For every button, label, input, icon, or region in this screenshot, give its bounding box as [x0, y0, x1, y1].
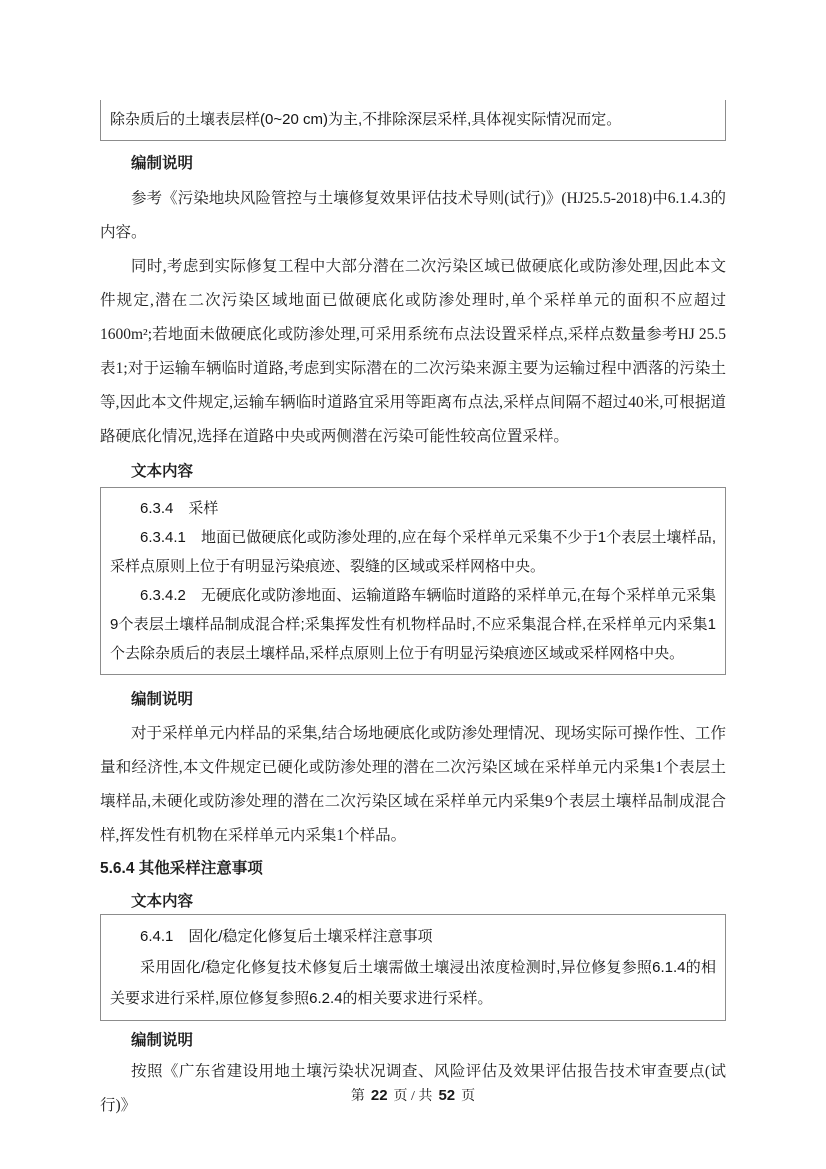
box-641-heading: 6.4.1 固化/稳定化修复后土壤采样注意事项 — [140, 928, 433, 945]
footer-total-pages: 52 — [438, 1087, 456, 1104]
box-634-heading: 6.3.4 采样 — [140, 500, 219, 517]
heading-compile-note-3: 编制说明 — [131, 1032, 194, 1049]
page-footer — [0, 1085, 826, 1105]
heading-compile-note-1: 编制说明 — [131, 155, 194, 172]
footer-label-ye: 页 — [461, 1089, 476, 1104]
continued-text: 除杂质后的土壤表层样(0~20 cm)为主,不排除深层采样,具体视实际情况而定。 — [110, 111, 622, 128]
paragraph-same-time: 同时,考虑到实际修复工程中大部分潜在二次污染区域已做硬底化或防渗处理,因此本文件规定,潜在二次污染区域地面已做硬底化或防渗处理时,单个采样单元的面积不应超过1600m²;若地面未做硬底化或防渗处理,可采用系统布点法设置采样点,采样点数量参考HJ 25.5表1;对于运输车辆临时道路,考虑到实际潜在的二次污染来源主要为运输过程中洒落的污染土等,因此本文件规定,运输车辆临时道路宜采用等距离布点法,采样点间隔不超过40米,可根据道路硬底化情况,选择在道路中央或两侧潜在污染可能性较高位置采样。 — [100, 258, 726, 445]
heading-text-content-1: 文本内容 — [131, 463, 194, 480]
paragraph-reference: 参考《污染地块风险管控与土壤修复效果评估技术导则(试行)》(HJ25.5-2018)中6.1.4.3的内容。 — [100, 190, 726, 241]
text-content-box-634 — [100, 487, 726, 675]
box-634-paragraph-2: 6.3.4.2 无硬底化或防渗地面、运输道路车辆临时道路的采样单元,在每个采样单元采集9个表层土壤样品制成混合样;采集挥发性有机物样品时,不应采集混合样,在采样单元内采集1个去除杂质后的表层土壤样品,采样点原则上位于有明显污染痕迹区域或采样网格中央。 — [110, 587, 716, 662]
page-content — [100, 0, 726, 1123]
heading-compile-note-2: 编制说明 — [131, 691, 194, 708]
footer-label-di: 第 — [350, 1089, 365, 1104]
paragraph-sampling-unit: 对于采样单元内样品的采集,结合场地硬底化或防渗处理情况、现场实际可操作性、工作量和经济性,本文件规定已硬化或防渗处理的潜在二次污染区域在采样单元内采集1个表层土壤样品,未硬化或防渗处理的潜在二次污染区域在采样单元内采集9个表层土壤样品制成混合样,挥发性有机物在采样单元内采集1个样品。 — [100, 725, 726, 844]
continued-text-box — [100, 100, 726, 141]
footer-current-page: 22 — [370, 1087, 388, 1104]
heading-text-content-2: 文本内容 — [131, 893, 194, 910]
paragraph-according: 按照《广东省建设用地土壤污染状况调查、风险评估及效果评估报告技术审查要点(试行)》 — [100, 1063, 726, 1114]
footer-label-mid: 页 / 共 — [393, 1089, 433, 1104]
text-content-box-641 — [100, 914, 726, 1021]
section-heading-5-6-4: 5.6.4 其他采样注意事项 — [100, 860, 263, 877]
box-634-paragraph-1: 6.3.4.1 地面已做硬底化或防渗处理的,应在每个采样单元采集不少于1个表层土壤样品,采样点原则上位于有明显污染痕迹、裂缝的区域或采样网格中央。 — [110, 529, 716, 575]
box-641-paragraph-1: 采用固化/稳定化修复技术修复后土壤需做土壤浸出浓度检测时,异位修复参照6.1.4的相关要求进行采样,原位修复参照6.2.4的相关要求进行采样。 — [110, 959, 716, 1007]
